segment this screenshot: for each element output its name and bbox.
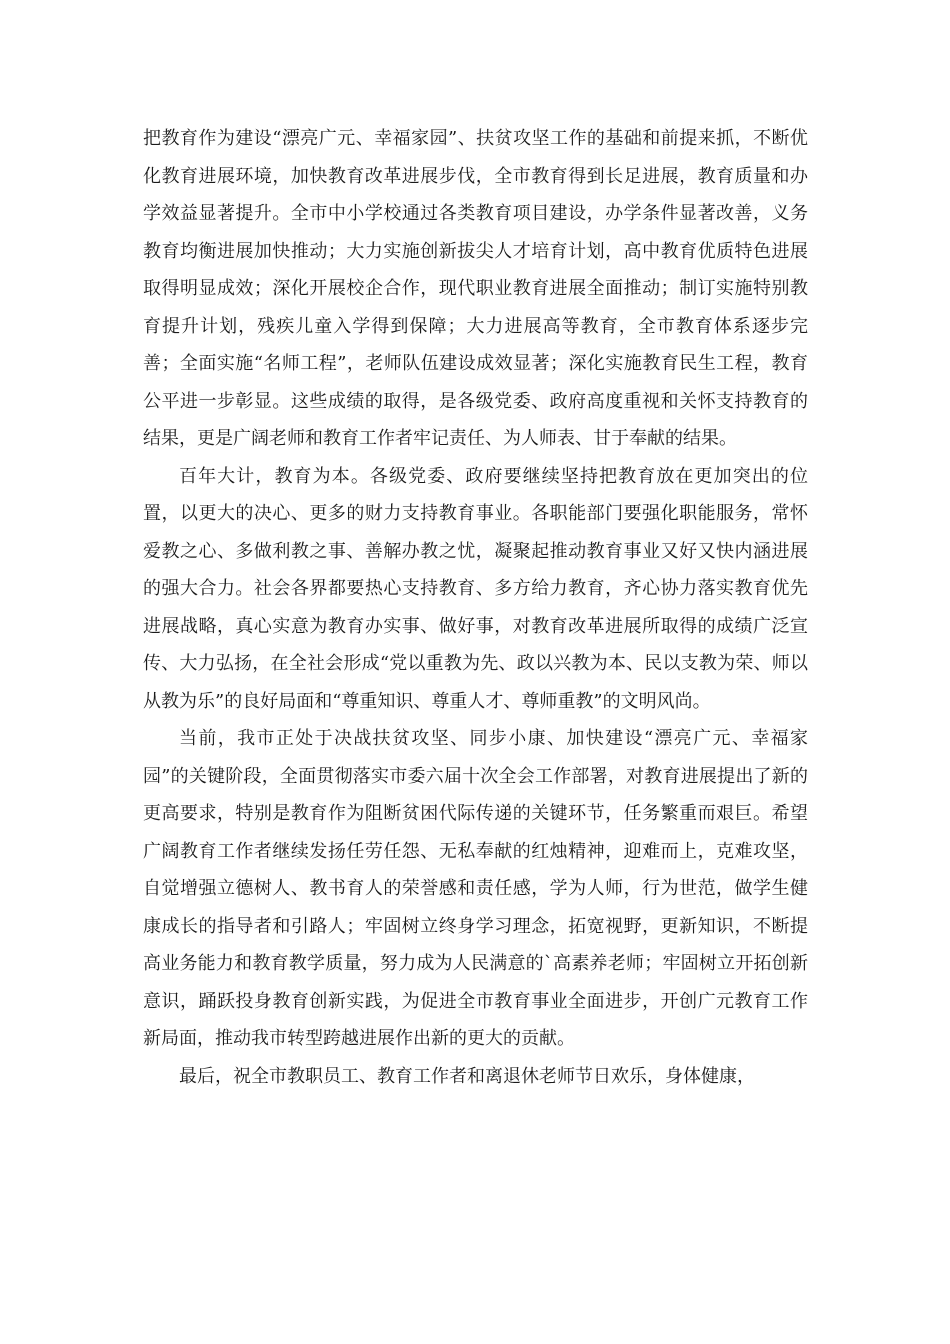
- document-body: [143, 120, 808, 1095]
- paragraph-2: 百年大计，教育为本。各级党委、政府要继续坚持把教育放在更加突出的位置，以更大的决心、更多的财力支持教育事业。各职能部门要强化职能服务，常怀爱教之心、多做利教之事、善解办教之忧，凝聚起推动教育事业又好又快内涵进展的强大合力。社会各界都要热心支持教育、多方给力教育，齐心协力落实教育优先进展战略，真心实意为教育办实事、做好事，对教育改革进展所取得的成绩广泛宣传、大力弘扬，在全社会形成“党以重教为先、政以兴教为本、民以支教为荣、师以从教为乐”的良好局面和“尊重知识、尊重人才、尊师重教”的文明风尚。: [143, 465, 808, 712]
- paragraph-3: 当前，我市正处于决战扶贫攻坚、同步小康、加快建设“漂亮广元、幸福家园”的关键阶段，全面贯彻落实市委六届十次全会工作部署，对教育进展提出了新的更高要求，特别是教育作为阻断贫困代际传递的关键环节，任务繁重而艰巨。希望广阔教育工作者继续发扬任劳任怨、无私奉献的红烛精神，迎难而上，克难攻坚，自觉增强立德树人、教书育人的荣誉感和责任感，学为人师，行为世范，做学生健康成长的指导者和引路人；牢固树立终身学习理念，拓宽视野，更新知识，不断提高业务能力和教育教学质量，努力成为人民满意的`高素养老师；牢固树立开拓创新意识，踊跃投身教育创新实践，为促进全市教育事业全面进步，开创广元教育工作新局面，推动我市转型跨越进展作出新的更大的贡献。: [143, 728, 808, 1049]
- paragraph-4: 最后，祝全市教职员工、教育工作者和离退休老师节日欢乐，身体健康，: [179, 1065, 755, 1087]
- paragraph-1: 把教育作为建设“漂亮广元、幸福家园”、扶贫攻坚工作的基础和前提来抓，不断优化教育进展环境，加快教育改革进展步伐，全市教育得到长足进展，教育质量和办学效益显著提升。全市中小学校通过各类教育项目建设，办学条件显著改善，义务教育均衡进展加快推动；大力实施创新拔尖人才培育计划，高中教育优质特色进展取得明显成效；深化开展校企合作，现代职业教育进展全面推动；制订实施特别教育提升计划，残疾儿童入学得到保障；大力进展高等教育，全市教育体系逐步完善；全面实施“名师工程”，老师队伍建设成效显著；深化实施教育民生工程，教育公平进一步彰显。这些成绩的取得，是各级党委、政府高度重视和关怀支持教育的结果，更是广阔老师和教育工作者牢记责任、为人师表、甘于奉献的结果。: [143, 128, 808, 449]
